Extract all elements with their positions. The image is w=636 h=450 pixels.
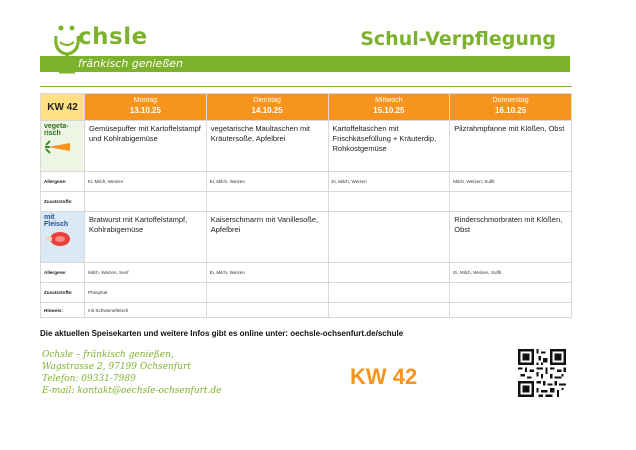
category-label-line1: mit: [44, 214, 55, 221]
day-header: [328, 94, 450, 121]
dish-cell: Kartoffeltaschen mit Frischkäsefüllung + Kräuterdip, Rohkostgemüse: [328, 121, 450, 172]
category-meat: [41, 212, 85, 263]
allergens-label: Allergene:: [41, 172, 85, 192]
day-name: Dienstag: [253, 97, 281, 104]
category-label-line2: risch: [44, 130, 61, 137]
brand-name: chsle: [78, 24, 148, 50]
day-name: Donnerstag: [492, 97, 529, 104]
address-line: Telefon: 09331-7989: [42, 374, 136, 384]
day-header: [450, 94, 572, 121]
category-vegetarian: [41, 121, 85, 172]
allergens-cell: Milch, Weizen, Senf: [85, 263, 207, 283]
table-row-veg-dishes: [41, 121, 572, 172]
dish-cell: Kaiserschmarrn mit Vanillesoße, Apfelbrei: [206, 212, 328, 263]
additives-cell: [206, 283, 328, 303]
additives-label: Zusatzstoffe:: [41, 192, 85, 212]
notes-cell: [328, 303, 450, 318]
week-big-label: KW 42: [350, 364, 418, 389]
address-line: E-mail: kontakt@oechsle-ochsenfurt.de: [42, 386, 222, 396]
category-label-line1: vegeta-: [44, 123, 69, 130]
table-row-meat-dishes: [41, 212, 572, 263]
dish-cell: Rinderschmorbraten mit Klößen, Obst: [450, 212, 572, 263]
table-header-row: [41, 94, 572, 121]
allergens-cell: Ei, Milch, Weizen: [328, 172, 450, 192]
table-row-meat-allergens: [41, 263, 572, 283]
notes-cell: [450, 303, 572, 318]
additives-cell: [328, 192, 450, 212]
address-line: Ochsle – fränkisch genießen,: [42, 350, 174, 360]
table-row-veg-allergens: [41, 172, 572, 192]
additives-cell: [328, 283, 450, 303]
ham-icon: [44, 230, 74, 248]
additives-cell: Phosphat: [85, 283, 207, 303]
qr-code-icon[interactable]: [518, 349, 566, 397]
carrot-icon: [44, 139, 74, 155]
day-header: [206, 94, 328, 121]
additives-cell: [450, 192, 572, 212]
dish-cell: Gemüsepuffer mit Kartoffelstampf und Kohlrabigemüse: [85, 121, 207, 172]
notes-cell: [206, 303, 328, 318]
dish-cell: vegetarische Maultaschen mit Kräutersoße, Apfelbrei: [206, 121, 328, 172]
allergens-label: Allergene:: [41, 263, 85, 283]
brand-tagline: fränkisch genießen: [78, 57, 183, 70]
allergens-cell: Ei, Milch, Weizen: [206, 172, 328, 192]
page-title: Schul-Verpflegung: [360, 28, 556, 50]
dish-cell: [328, 212, 450, 263]
notes-label: Hinweis:: [41, 303, 85, 318]
divider: [40, 86, 572, 87]
brand-bar: [40, 56, 570, 72]
day-date: 13.10.25: [129, 106, 161, 115]
additives-cell: [85, 192, 207, 212]
allergens-cell: [328, 263, 450, 283]
allergens-cell: Ei, Milch, Weizen, Sulfit: [450, 263, 572, 283]
additives-cell: [450, 283, 572, 303]
additives-label: Zusatzstoffe:: [41, 283, 85, 303]
week-label: KW 42: [41, 94, 85, 121]
additives-cell: [206, 192, 328, 212]
day-date: 14.10.25: [251, 106, 283, 115]
table-row-veg-additives: [41, 192, 572, 212]
day-date: 16.10.25: [495, 106, 527, 115]
allergens-cell: Ei, Milch, Weizen: [85, 172, 207, 192]
contact-address: [42, 349, 222, 397]
info-text: Die aktuellen Speisekarten und weitere Infos gibt es online unter: oechsle-ochsenfurt.de/schule: [40, 329, 404, 338]
day-header: [85, 94, 207, 121]
notes-cell: mit Schweinefleisch: [85, 303, 207, 318]
day-name: Montag: [133, 97, 158, 104]
dish-cell: Pilzrahmpfanne mit Klößen, Obst: [450, 121, 572, 172]
day-date: 15.10.25: [373, 106, 405, 115]
table-row-meat-notes: [41, 303, 572, 318]
address-line: Wagstrasse 2, 97199 Ochsenfurt: [42, 362, 191, 372]
allergens-cell: Ei, Milch, Weizen: [206, 263, 328, 283]
day-name: Mittwoch: [375, 97, 403, 104]
category-label-line2: Fleisch: [44, 221, 69, 228]
menu-table: [40, 93, 572, 318]
dish-cell: Bratwurst mit Kartoffelstampf, Kohlrabigemüse: [85, 212, 207, 263]
table-row-meat-additives: [41, 283, 572, 303]
allergens-cell: Milch, Weizen, Sulfit: [450, 172, 572, 192]
